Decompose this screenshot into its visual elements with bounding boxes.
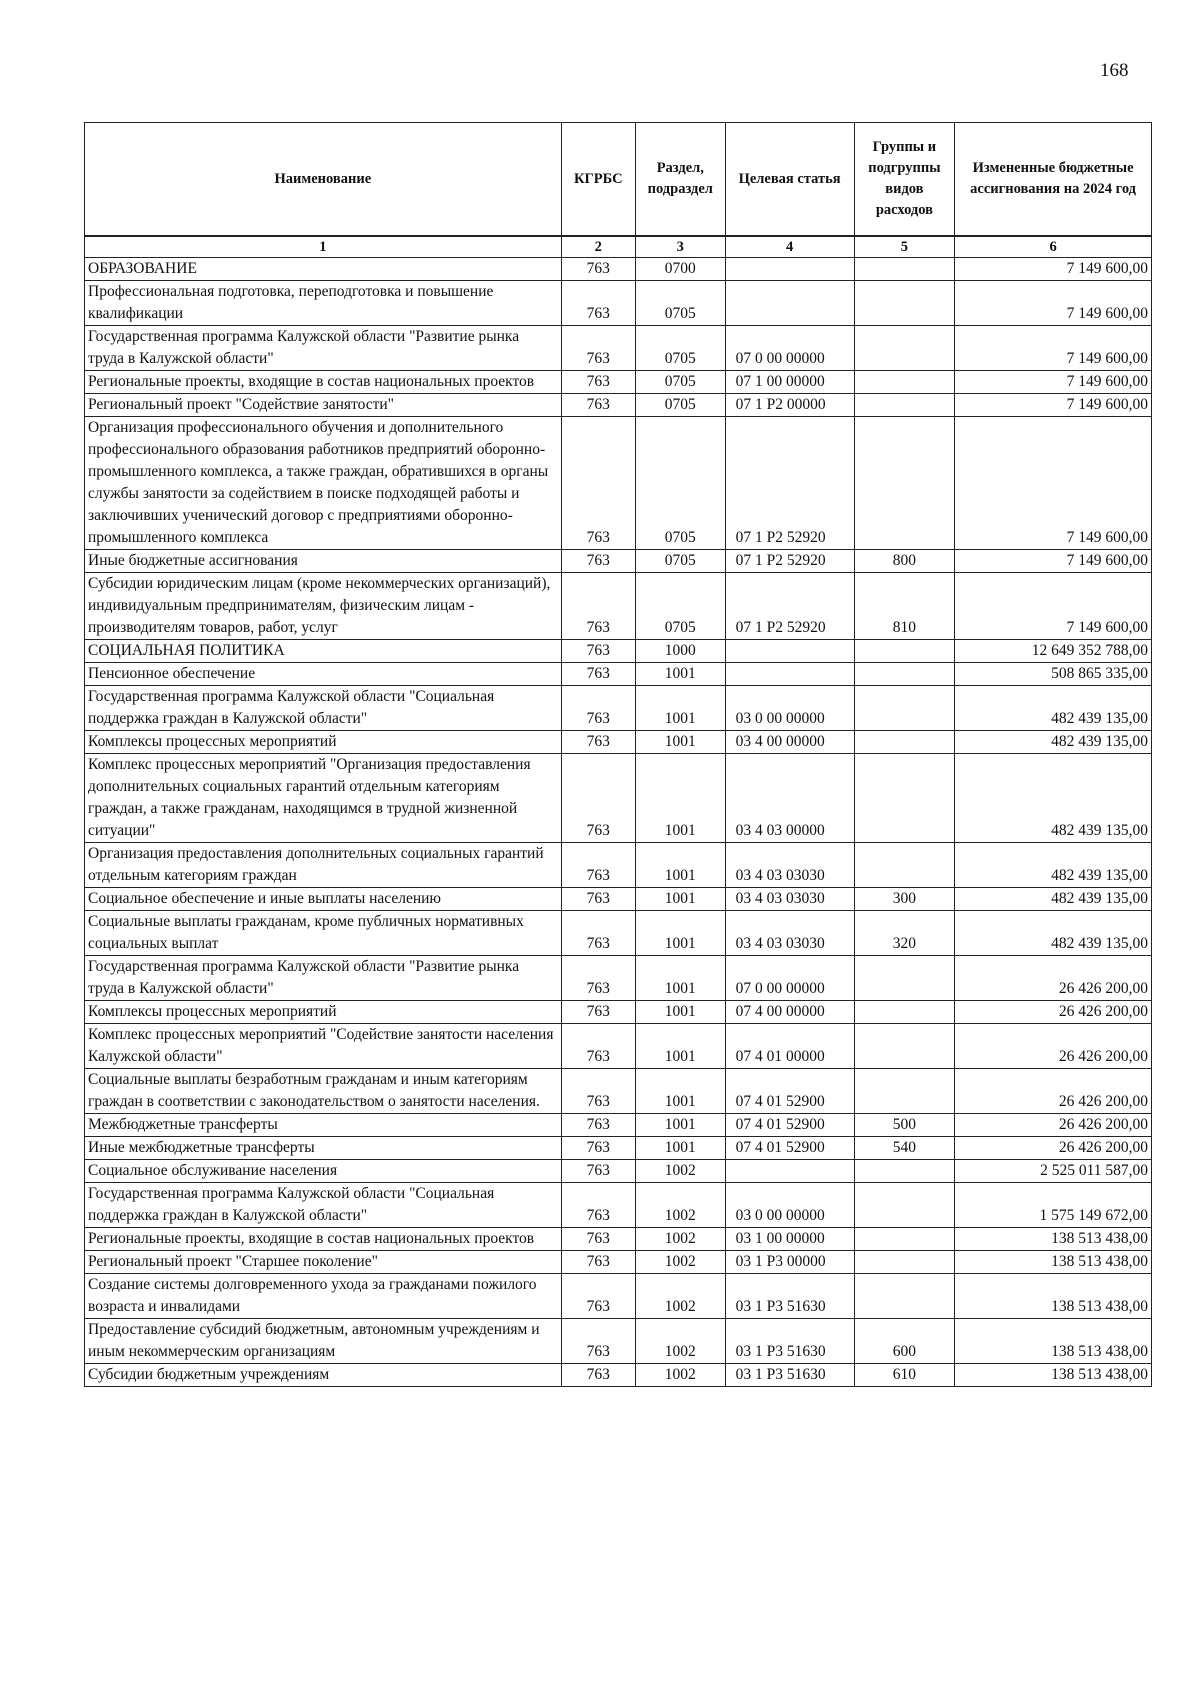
- table-row: [85, 371, 1152, 394]
- column-number: 2: [561, 236, 635, 258]
- row-kgrbs-cell: 763: [561, 663, 635, 686]
- row-group-cell: [854, 663, 955, 686]
- column-number: 1: [85, 236, 562, 258]
- row-article-cell: [725, 1160, 854, 1183]
- row-section-cell: 0705: [635, 371, 725, 394]
- row-amount-cell: 26 426 200,00: [955, 956, 1152, 1001]
- row-kgrbs-cell: 763: [561, 281, 635, 326]
- row-name-cell: ОБРАЗОВАНИЕ: [85, 258, 562, 281]
- row-kgrbs-cell: 763: [561, 843, 635, 888]
- row-kgrbs-cell: 763: [561, 731, 635, 754]
- table-row: [85, 1183, 1152, 1228]
- row-article-cell: [725, 258, 854, 281]
- header-amount: Измененные бюджетные ассигнования на 2024 год: [955, 123, 1152, 237]
- row-name-cell: Иные межбюджетные трансферты: [85, 1137, 562, 1160]
- row-amount-cell: 7 149 600,00: [955, 258, 1152, 281]
- row-name-cell: Межбюджетные трансферты: [85, 1114, 562, 1137]
- table-row: [85, 550, 1152, 573]
- row-amount-cell: 7 149 600,00: [955, 573, 1152, 640]
- row-name-cell: Субсидии бюджетным учреждениям: [85, 1364, 562, 1387]
- row-amount-cell: 12 649 352 788,00: [955, 640, 1152, 663]
- row-kgrbs-cell: 763: [561, 1069, 635, 1114]
- column-number-row: [85, 236, 1152, 258]
- row-article-cell: 07 1 00 00000: [725, 371, 854, 394]
- row-section-cell: 0705: [635, 573, 725, 640]
- row-section-cell: 1001: [635, 1024, 725, 1069]
- row-kgrbs-cell: 763: [561, 1183, 635, 1228]
- row-kgrbs-cell: 763: [561, 956, 635, 1001]
- row-amount-cell: 26 426 200,00: [955, 1069, 1152, 1114]
- table-header-row: [85, 123, 1152, 237]
- row-group-cell: [854, 1069, 955, 1114]
- table-body: [85, 258, 1152, 1387]
- row-kgrbs-cell: 763: [561, 911, 635, 956]
- column-number: 6: [955, 236, 1152, 258]
- row-amount-cell: 482 439 135,00: [955, 888, 1152, 911]
- row-group-cell: 540: [854, 1137, 955, 1160]
- table-row: [85, 1274, 1152, 1319]
- row-amount-cell: 7 149 600,00: [955, 371, 1152, 394]
- row-article-cell: 07 4 01 52900: [725, 1069, 854, 1114]
- row-amount-cell: 482 439 135,00: [955, 754, 1152, 843]
- row-group-cell: [854, 731, 955, 754]
- row-name-cell: Региональные проекты, входящие в состав национальных проектов: [85, 371, 562, 394]
- table-row: [85, 1364, 1152, 1387]
- row-group-cell: [854, 640, 955, 663]
- row-group-cell: [854, 326, 955, 371]
- row-article-cell: 07 0 00 00000: [725, 326, 854, 371]
- table-row: [85, 1114, 1152, 1137]
- row-name-cell: Государственная программа Калужской области "Социальная поддержка граждан в Калужской области": [85, 1183, 562, 1228]
- row-name-cell: Комплекс процессных мероприятий "Содействие занятости населения Калужской области": [85, 1024, 562, 1069]
- row-amount-cell: 7 149 600,00: [955, 326, 1152, 371]
- row-section-cell: 1001: [635, 911, 725, 956]
- row-group-cell: [854, 956, 955, 1001]
- row-kgrbs-cell: 763: [561, 1228, 635, 1251]
- row-kgrbs-cell: 763: [561, 1001, 635, 1024]
- row-section-cell: 0705: [635, 394, 725, 417]
- row-kgrbs-cell: 763: [561, 417, 635, 550]
- row-name-cell: Комплекс процессных мероприятий "Организация предоставления дополнительных социальных гарантий отдельным категориям граждан, а также гражданам, находящимся в трудной жизненной ситуации": [85, 754, 562, 843]
- row-article-cell: [725, 281, 854, 326]
- row-name-cell: Социальное обеспечение и иные выплаты населению: [85, 888, 562, 911]
- row-group-cell: [854, 843, 955, 888]
- row-group-cell: 800: [854, 550, 955, 573]
- row-name-cell: Субсидии юридическим лицам (кроме некоммерческих организаций), индивидуальным предпринимателям, физическим лицам - производителям товаров, работ, услуг: [85, 573, 562, 640]
- row-kgrbs-cell: 763: [561, 573, 635, 640]
- row-amount-cell: 138 513 438,00: [955, 1274, 1152, 1319]
- table-row: [85, 911, 1152, 956]
- row-name-cell: Профессиональная подготовка, переподготовка и повышение квалификации: [85, 281, 562, 326]
- row-group-cell: [854, 1001, 955, 1024]
- row-kgrbs-cell: 763: [561, 1319, 635, 1364]
- row-section-cell: 1001: [635, 1069, 725, 1114]
- table-row: [85, 686, 1152, 731]
- row-amount-cell: 7 149 600,00: [955, 281, 1152, 326]
- row-kgrbs-cell: 763: [561, 640, 635, 663]
- header-kgrbs: КГРБС: [561, 123, 635, 237]
- row-kgrbs-cell: 763: [561, 326, 635, 371]
- row-group-cell: [854, 1251, 955, 1274]
- row-kgrbs-cell: 763: [561, 394, 635, 417]
- row-amount-cell: 26 426 200,00: [955, 1114, 1152, 1137]
- budget-table: [84, 122, 1152, 1387]
- table-row: [85, 417, 1152, 550]
- row-amount-cell: 1 575 149 672,00: [955, 1183, 1152, 1228]
- row-group-cell: [854, 394, 955, 417]
- table-row: [85, 843, 1152, 888]
- table-row: [85, 1137, 1152, 1160]
- row-section-cell: 1002: [635, 1364, 725, 1387]
- row-name-cell: Социальные выплаты гражданам, кроме публичных нормативных социальных выплат: [85, 911, 562, 956]
- row-section-cell: 1001: [635, 686, 725, 731]
- row-group-cell: 610: [854, 1364, 955, 1387]
- row-section-cell: 1001: [635, 956, 725, 1001]
- row-section-cell: 1002: [635, 1251, 725, 1274]
- row-section-cell: 1002: [635, 1160, 725, 1183]
- row-group-cell: [854, 686, 955, 731]
- row-article-cell: 03 4 03 03030: [725, 843, 854, 888]
- table-row: [85, 281, 1152, 326]
- header-section: Раздел, подраздел: [635, 123, 725, 237]
- row-article-cell: 03 0 00 00000: [725, 686, 854, 731]
- row-article-cell: 03 0 00 00000: [725, 1183, 854, 1228]
- row-group-cell: [854, 371, 955, 394]
- row-group-cell: [854, 417, 955, 550]
- table-row: [85, 1251, 1152, 1274]
- row-amount-cell: 138 513 438,00: [955, 1319, 1152, 1364]
- row-section-cell: 1001: [635, 754, 725, 843]
- table-row: [85, 640, 1152, 663]
- row-amount-cell: 26 426 200,00: [955, 1137, 1152, 1160]
- row-name-cell: Создание системы долговременного ухода за гражданами пожилого возраста и инвалидами: [85, 1274, 562, 1319]
- row-section-cell: 1002: [635, 1183, 725, 1228]
- row-section-cell: 0705: [635, 550, 725, 573]
- row-kgrbs-cell: 763: [561, 1364, 635, 1387]
- row-kgrbs-cell: 763: [561, 1114, 635, 1137]
- row-amount-cell: 26 426 200,00: [955, 1024, 1152, 1069]
- row-amount-cell: 138 513 438,00: [955, 1364, 1152, 1387]
- table-row: [85, 326, 1152, 371]
- row-amount-cell: 7 149 600,00: [955, 417, 1152, 550]
- row-kgrbs-cell: 763: [561, 754, 635, 843]
- row-amount-cell: 138 513 438,00: [955, 1228, 1152, 1251]
- row-article-cell: 03 4 03 00000: [725, 754, 854, 843]
- row-name-cell: Региональный проект "Содействие занятости": [85, 394, 562, 417]
- row-article-cell: 07 4 01 52900: [725, 1114, 854, 1137]
- row-name-cell: Государственная программа Калужской области "Развитие рынка труда в Калужской области": [85, 326, 562, 371]
- row-group-cell: 810: [854, 573, 955, 640]
- row-section-cell: 1001: [635, 731, 725, 754]
- table-row: [85, 1069, 1152, 1114]
- table-row: [85, 956, 1152, 1001]
- row-name-cell: Социальные выплаты безработным гражданам и иным категориям граждан в соответствии с законодательством о занятости населения.: [85, 1069, 562, 1114]
- page-number: 168: [1100, 60, 1129, 81]
- row-name-cell: Пенсионное обеспечение: [85, 663, 562, 686]
- row-article-cell: 07 1 P2 52920: [725, 573, 854, 640]
- header-article: Целевая статья: [725, 123, 854, 237]
- row-group-cell: 320: [854, 911, 955, 956]
- row-name-cell: Организация предоставления дополнительных социальных гарантий отдельным категориям граждан: [85, 843, 562, 888]
- row-group-cell: [854, 1274, 955, 1319]
- row-kgrbs-cell: 763: [561, 550, 635, 573]
- column-number: 4: [725, 236, 854, 258]
- row-name-cell: Комплексы процессных мероприятий: [85, 731, 562, 754]
- row-group-cell: [854, 1183, 955, 1228]
- row-amount-cell: 2 525 011 587,00: [955, 1160, 1152, 1183]
- column-number: 5: [854, 236, 955, 258]
- row-article-cell: 03 1 P3 51630: [725, 1364, 854, 1387]
- row-article-cell: 07 4 01 52900: [725, 1137, 854, 1160]
- row-kgrbs-cell: 763: [561, 371, 635, 394]
- row-section-cell: 1002: [635, 1228, 725, 1251]
- row-kgrbs-cell: 763: [561, 1251, 635, 1274]
- row-group-cell: 600: [854, 1319, 955, 1364]
- row-name-cell: Иные бюджетные ассигнования: [85, 550, 562, 573]
- row-name-cell: Организация профессионального обучения и дополнительного профессионального образования работников предприятий оборонно-промышленного комплекса, а также граждан, обратившихся в органы службы занятости за содействием в поиске подходящей работы и заключивших ученический договор с предприятиями оборонно-промышленного комплекса: [85, 417, 562, 550]
- table-row: [85, 1160, 1152, 1183]
- row-name-cell: СОЦИАЛЬНАЯ ПОЛИТИКА: [85, 640, 562, 663]
- row-amount-cell: 7 149 600,00: [955, 550, 1152, 573]
- table-row: [85, 1228, 1152, 1251]
- row-group-cell: 500: [854, 1114, 955, 1137]
- row-amount-cell: 482 439 135,00: [955, 843, 1152, 888]
- row-article-cell: 03 1 00 00000: [725, 1228, 854, 1251]
- row-group-cell: [854, 754, 955, 843]
- row-section-cell: 0705: [635, 326, 725, 371]
- table-row: [85, 258, 1152, 281]
- row-amount-cell: 26 426 200,00: [955, 1001, 1152, 1024]
- row-group-cell: [854, 281, 955, 326]
- table-row: [85, 754, 1152, 843]
- row-amount-cell: 138 513 438,00: [955, 1251, 1152, 1274]
- row-group-cell: [854, 1160, 955, 1183]
- row-name-cell: Комплексы процессных мероприятий: [85, 1001, 562, 1024]
- row-kgrbs-cell: 763: [561, 1160, 635, 1183]
- row-name-cell: Предоставление субсидий бюджетным, автономным учреждениям и иным некоммерческим организациям: [85, 1319, 562, 1364]
- row-section-cell: 1001: [635, 843, 725, 888]
- row-section-cell: 1001: [635, 663, 725, 686]
- row-section-cell: 1001: [635, 1001, 725, 1024]
- row-amount-cell: 482 439 135,00: [955, 731, 1152, 754]
- row-name-cell: Государственная программа Калужской области "Социальная поддержка граждан в Калужской области": [85, 686, 562, 731]
- row-section-cell: 1002: [635, 1274, 725, 1319]
- row-article-cell: 03 4 00 00000: [725, 731, 854, 754]
- table-row: [85, 394, 1152, 417]
- row-group-cell: [854, 258, 955, 281]
- row-group-cell: [854, 1228, 955, 1251]
- row-kgrbs-cell: 763: [561, 686, 635, 731]
- row-article-cell: 07 0 00 00000: [725, 956, 854, 1001]
- row-amount-cell: 482 439 135,00: [955, 686, 1152, 731]
- table-row: [85, 573, 1152, 640]
- table-row: [85, 1001, 1152, 1024]
- row-article-cell: 07 1 P2 52920: [725, 550, 854, 573]
- row-kgrbs-cell: 763: [561, 1024, 635, 1069]
- row-article-cell: 03 4 03 03030: [725, 911, 854, 956]
- row-section-cell: 1002: [635, 1319, 725, 1364]
- row-group-cell: 300: [854, 888, 955, 911]
- table-row: [85, 731, 1152, 754]
- table-row: [85, 1024, 1152, 1069]
- row-kgrbs-cell: 763: [561, 1274, 635, 1319]
- row-article-cell: 03 1 P3 00000: [725, 1251, 854, 1274]
- row-kgrbs-cell: 763: [561, 888, 635, 911]
- row-article-cell: 07 4 01 00000: [725, 1024, 854, 1069]
- row-article-cell: 03 1 P3 51630: [725, 1319, 854, 1364]
- row-article-cell: 03 4 03 03030: [725, 888, 854, 911]
- header-name: Наименование: [85, 123, 562, 237]
- row-name-cell: Социальное обслуживание населения: [85, 1160, 562, 1183]
- row-name-cell: Региональные проекты, входящие в состав национальных проектов: [85, 1228, 562, 1251]
- row-section-cell: 1000: [635, 640, 725, 663]
- row-section-cell: 0700: [635, 258, 725, 281]
- row-amount-cell: 508 865 335,00: [955, 663, 1152, 686]
- row-section-cell: 0705: [635, 417, 725, 550]
- row-kgrbs-cell: 763: [561, 1137, 635, 1160]
- row-article-cell: [725, 663, 854, 686]
- row-section-cell: 1001: [635, 888, 725, 911]
- row-group-cell: [854, 1024, 955, 1069]
- header-groups: Группы и подгруппы видов расходов: [854, 123, 955, 237]
- row-article-cell: 07 1 P2 52920: [725, 417, 854, 550]
- table-row: [85, 663, 1152, 686]
- row-section-cell: 1001: [635, 1114, 725, 1137]
- row-section-cell: 1001: [635, 1137, 725, 1160]
- row-article-cell: 03 1 P3 51630: [725, 1274, 854, 1319]
- row-amount-cell: 482 439 135,00: [955, 911, 1152, 956]
- row-name-cell: Государственная программа Калужской области "Развитие рынка труда в Калужской области": [85, 956, 562, 1001]
- row-article-cell: [725, 640, 854, 663]
- row-name-cell: Региональный проект "Старшее поколение": [85, 1251, 562, 1274]
- row-kgrbs-cell: 763: [561, 258, 635, 281]
- table-row: [85, 888, 1152, 911]
- row-article-cell: 07 1 P2 00000: [725, 394, 854, 417]
- table-row: [85, 1319, 1152, 1364]
- row-amount-cell: 7 149 600,00: [955, 394, 1152, 417]
- row-article-cell: 07 4 00 00000: [725, 1001, 854, 1024]
- column-number: 3: [635, 236, 725, 258]
- row-section-cell: 0705: [635, 281, 725, 326]
